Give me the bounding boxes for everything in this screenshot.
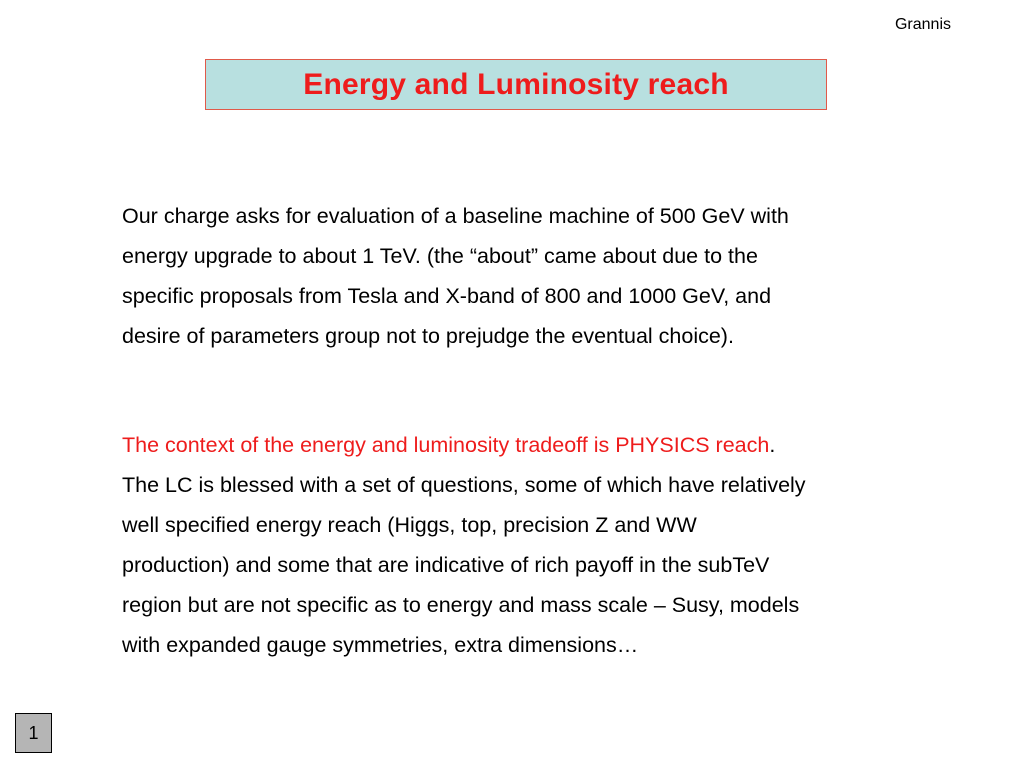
- paragraph-line: with expanded gauge symmetries, extra dimensions…: [122, 633, 639, 657]
- slide-title: Energy and Luminosity reach: [303, 67, 729, 101]
- paragraph-line: energy upgrade to about 1 TeV. (the “about” came about due to the: [122, 244, 758, 268]
- paragraph-line: region but are not specific as to energy and mass scale – Susy, models: [122, 593, 800, 617]
- paragraph-line: Our charge asks for evaluation of a baseline machine of 500 GeV with: [122, 204, 789, 228]
- paragraph-charge: [122, 196, 952, 356]
- title-box: [205, 59, 827, 110]
- physics-reach-highlight: The context of the energy and luminosity tradeoff is PHYSICS reach: [122, 433, 770, 457]
- highlight-suffix: .: [769, 433, 776, 457]
- paragraph-line: desire of parameters group not to prejudge the eventual choice).: [122, 324, 734, 348]
- paragraph-line: production) and some that are indicative of rich payoff in the subTeV: [122, 553, 770, 577]
- paragraph-line: well specified energy reach (Higgs, top, precision Z and WW: [122, 513, 697, 537]
- paragraph-line: specific proposals from Tesla and X-band of 800 and 1000 GeV, and: [122, 284, 772, 308]
- paragraph-line: [122, 425, 952, 465]
- author-label: Grannis: [894, 16, 951, 33]
- page-number: 1: [15, 713, 52, 753]
- paragraph-line: The LC is blessed with a set of questions, some of which have relatively: [122, 473, 806, 497]
- paragraph-context: [122, 425, 952, 665]
